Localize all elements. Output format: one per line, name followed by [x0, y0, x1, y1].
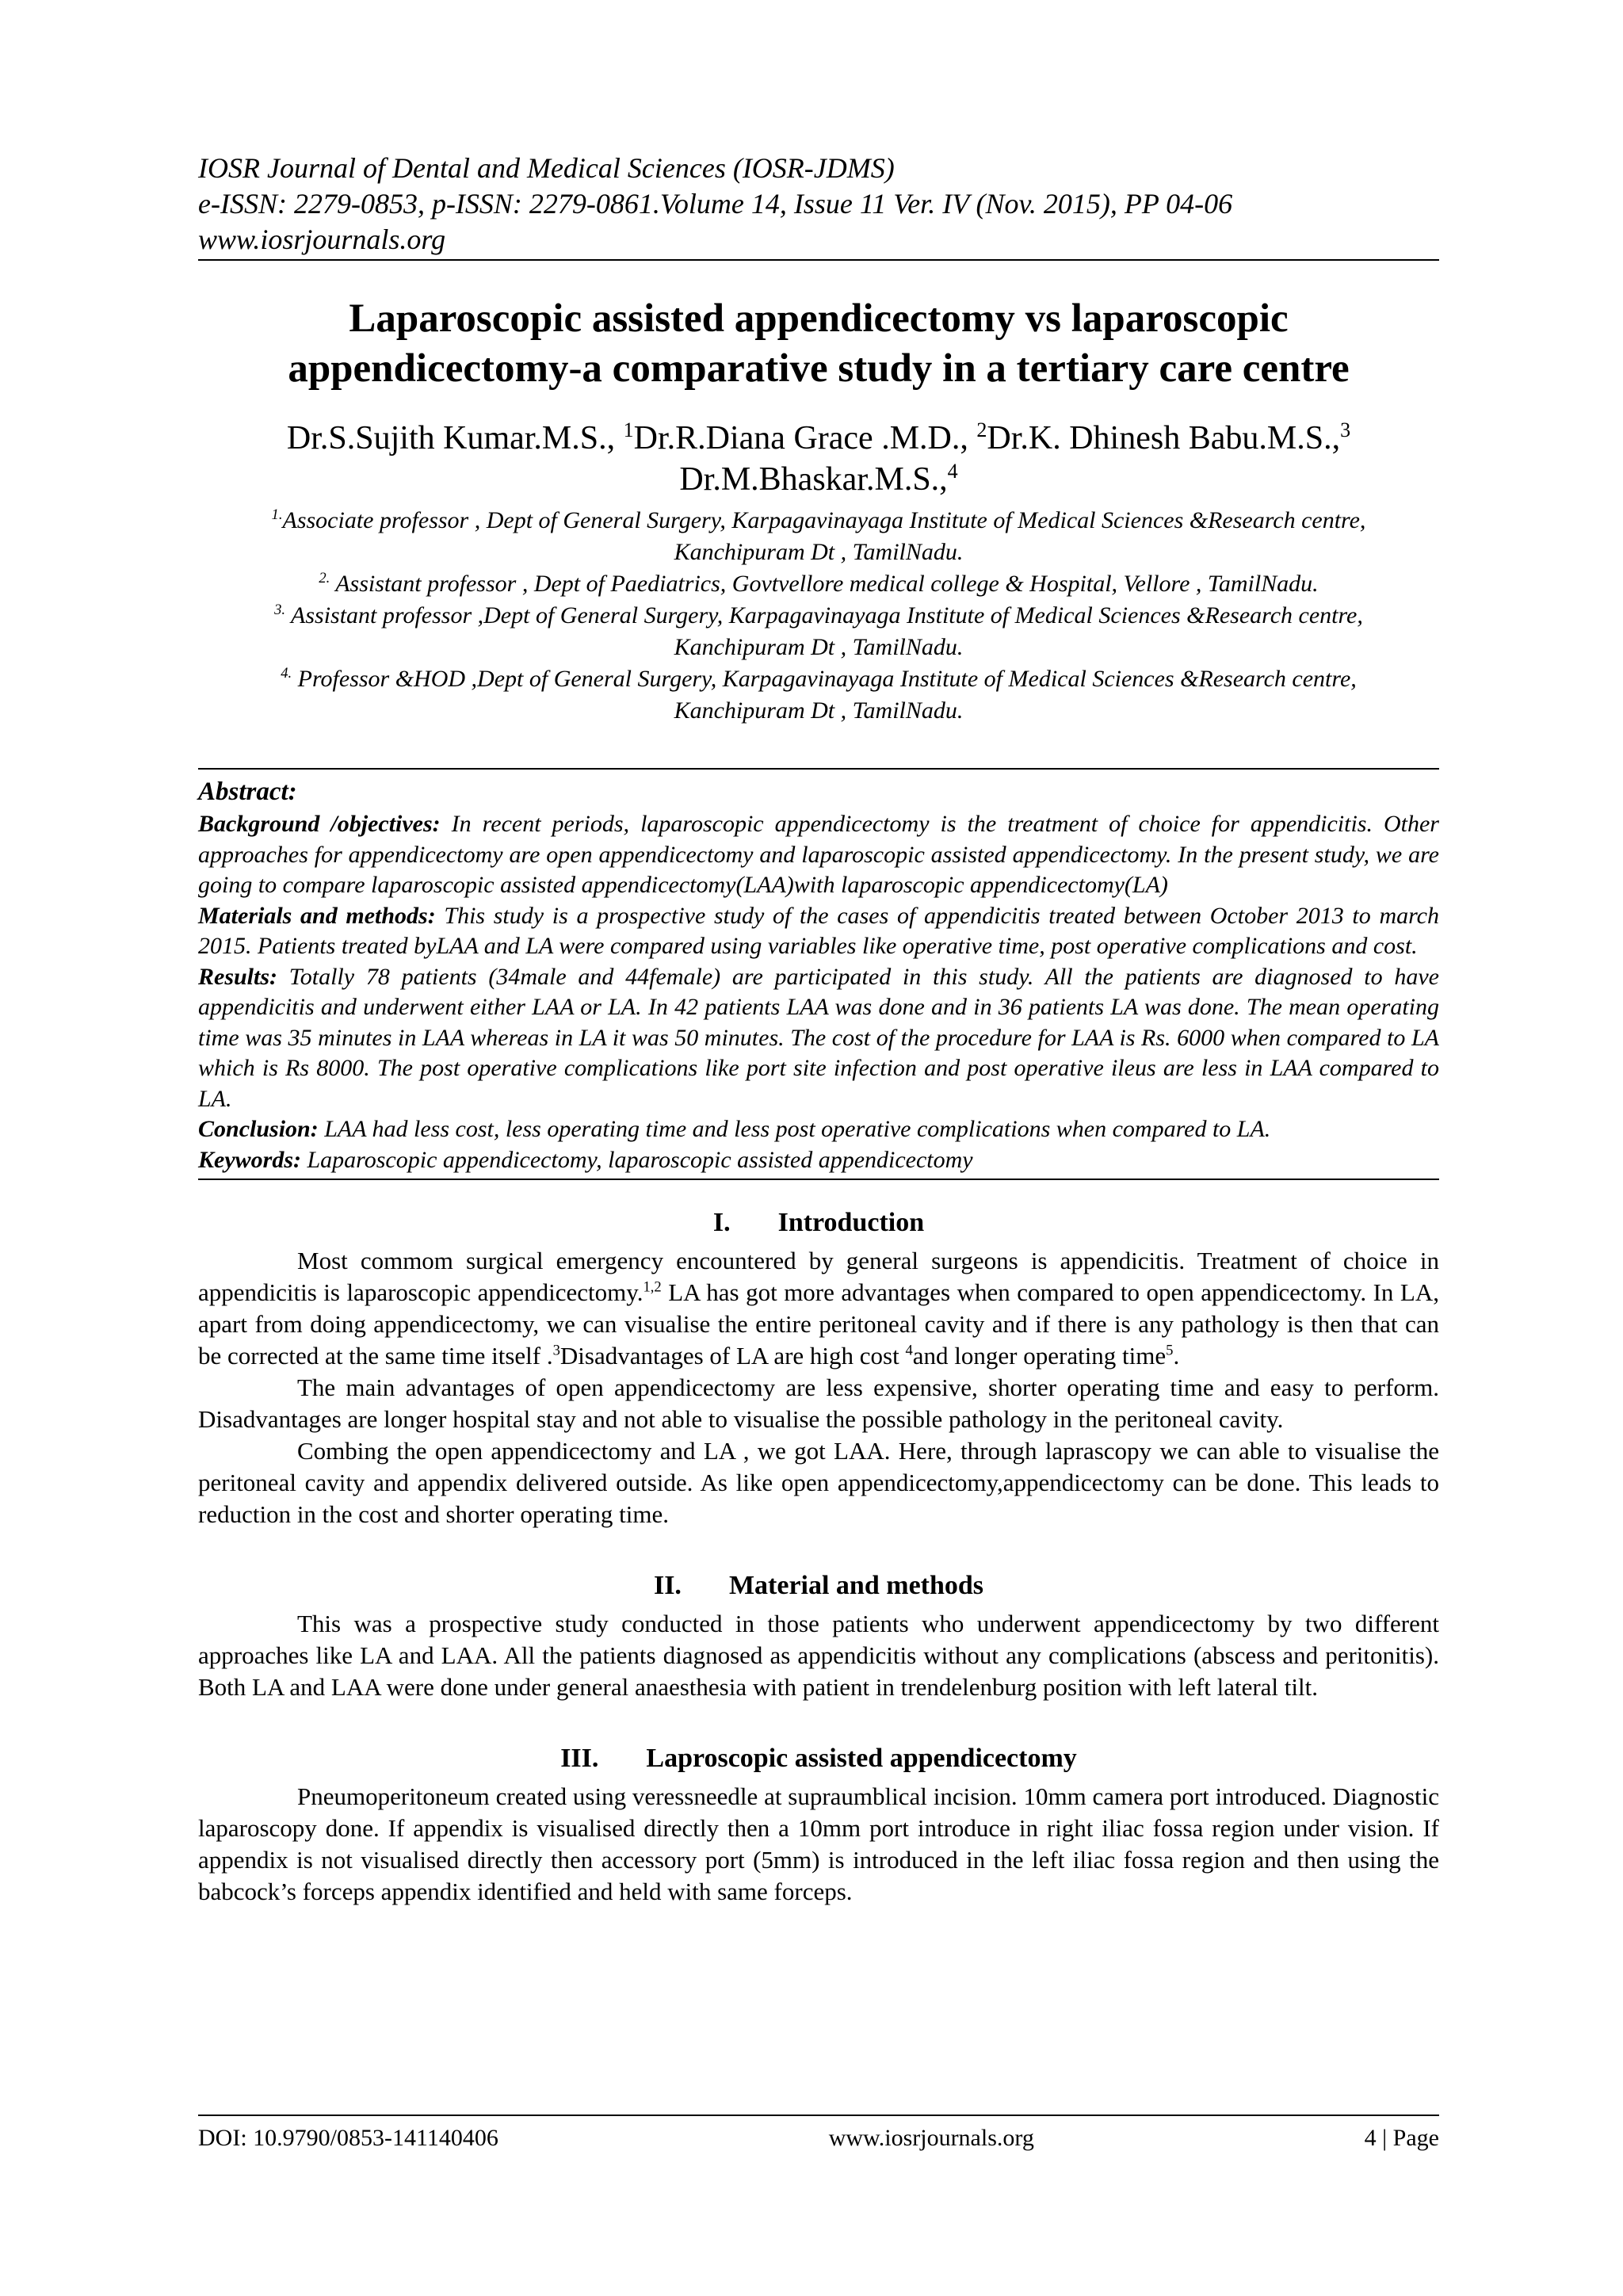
abstract-bottom-rule — [198, 1179, 1439, 1180]
footer-page-number: 4 | Page — [1364, 2125, 1439, 2151]
abstract-title: Abstract: — [198, 777, 297, 806]
abstract-conclusion-heading: Conclusion: — [198, 1116, 319, 1142]
author-1-mark: 1 — [623, 418, 634, 441]
abstract-results — [198, 962, 1439, 1115]
section-heading-introduction — [198, 1207, 1439, 1239]
section-2-number: II. — [653, 1571, 682, 1600]
citation-1-2: 1,2 — [643, 1278, 662, 1296]
affiliations — [198, 505, 1439, 727]
footer-website[interactable]: www.iosrjournals.org — [828, 2125, 1034, 2151]
paper-title — [198, 294, 1439, 394]
intro-paragraph-1 — [198, 1245, 1439, 1372]
affiliation-2 — [198, 568, 1439, 600]
intro-paragraph-2: The main advantages of open appendicectomy are less expensive, shorter operating time and easy to perform. Disadvantages are longer hospital stay and not able to visualise the possible pathology in the peritoneal cavity. — [198, 1373, 1439, 1433]
intro-p1-part-d: and longer operating time — [912, 1342, 1167, 1370]
abstract-conclusion-text: LAA had less cost, less operating time and less post operative complications when compared to LA. — [318, 1116, 1271, 1142]
section-2-title: Material and methods — [728, 1571, 984, 1600]
abstract-methods — [198, 901, 1439, 962]
affiliation-3 — [198, 600, 1439, 663]
affiliation-3-mark: 3. — [274, 602, 286, 618]
affiliation-4-mark: 4. — [281, 665, 292, 682]
author-4-mark: 4 — [947, 460, 958, 483]
abstract-background — [198, 809, 1439, 901]
affiliation-2-mark: 2. — [319, 570, 330, 586]
intro-p1-part-e: . — [1173, 1342, 1180, 1370]
section-1-title: Introduction — [777, 1208, 925, 1237]
title-line-1: Laparoscopic assisted appendicectomy vs laparoscopic — [349, 296, 1289, 341]
citation-3: 3 — [552, 1342, 560, 1359]
section-laa — [198, 1781, 1439, 1908]
affiliation-4-text: Professor &HOD ,Dept of General Surgery, Karpagavinayaga Institute of Medical Sciences &Research centre, Kanchipuram Dt , TamilNadu. — [292, 666, 1357, 724]
section-introduction — [198, 1245, 1439, 1530]
author-3: Dr.K. Dhinesh Babu.M.S., — [987, 420, 1341, 457]
author-1: Dr.S.Sujith Kumar.M.S., — [286, 420, 616, 457]
citation-5: 5 — [1166, 1342, 1174, 1359]
section-3-number: III. — [560, 1744, 599, 1773]
affiliation-1-text: Associate professor , Dept of General Surgery, Karpagavinayaga Institute of Medical Sciences &Research centre, Kanchipuram Dt , TamilNadu. — [282, 507, 1366, 565]
affiliation-2-text: Assistant professor , Dept of Paediatrics, Govtvellore medical college & Hospital, Vellore , TamilNadu. — [330, 571, 1319, 597]
paper-page — [198, 151, 1439, 1908]
section-methods — [198, 1608, 1439, 1703]
abstract-results-text: Totally 78 patients (34male and 44female) are participated in this study. All the patients are diagnosed to have appendicitis and underwent either LAA or LA. In 42 patients LAA was done and in 36 patients LA was done. The mean operating time was 35 minutes in LAA whereas in LA it was 50 minutes. The cost of the procedure for LAA is Rs. 6000 when compared to LA which is Rs 8000. The post operative complications like port site infection and post operative ileus are less in LAA compared to LA. — [198, 963, 1439, 1112]
intro-paragraph-3: Combing the open appendicectomy and LA , we got LAA. Here, through laprascopy we can able to visualise the peritoneal cavity and appendix delivered outside. As like open appendicectomy,appendicectomy can be done. This leads to reduction in the cost and shorter operating time. — [198, 1437, 1439, 1528]
paper-body — [198, 1207, 1439, 1908]
author-2: Dr.R.Diana Grace .M.D., — [633, 420, 968, 457]
header-rule — [198, 259, 1439, 261]
journal-header — [198, 151, 1439, 261]
journal-issn: e-ISSN: 2279-0853, p-ISSN: 2279-0861.Volume 14, Issue 11 Ver. IV (Nov. 2015), PP 04-06 — [198, 188, 1233, 220]
journal-website[interactable]: www.iosrjournals.org — [198, 223, 446, 255]
author-4: Dr.M.Bhaskar.M.S., — [679, 461, 948, 498]
journal-name: IOSR Journal of Dental and Medical Sciences (IOSR-JDMS) — [198, 152, 895, 184]
citation-4: 4 — [905, 1342, 913, 1359]
title-line-2: appendicectomy-a comparative study in a tertiary care centre — [288, 346, 1350, 391]
affiliation-1 — [198, 505, 1439, 568]
section-3-title: Laproscopic assisted appendicectomy — [646, 1744, 1077, 1773]
intro-p1-part-a: Most commom surgical emergency encountered by general surgeons is appendicitis. Treatment of choice in appendicitis is laparoscopic appendicectomy. — [198, 1247, 1439, 1306]
abstract-methods-text: This study is a prospective study of the cases of appendicitis treated between October 2013 to march 2015. Patients treated byLAA and LA were compared using variables like operative time, post operative complications and cost. — [198, 902, 1439, 959]
affiliation-1-mark: 1. — [271, 506, 283, 523]
abstract-keywords — [198, 1145, 1439, 1176]
author-list — [198, 418, 1439, 500]
author-2-mark: 2 — [976, 418, 987, 441]
author-3-mark: 3 — [1340, 418, 1351, 441]
abstract-background-text: In recent periods, laparoscopic appendicectomy is the treatment of choice for appendicitis. Other approaches for appendicectomy are open appendicectomy and laparoscopic assisted appendicectomy. In the present study, we are going to compare laparoscopic assisted appendicectomy(LAA)with laparoscopic appendicectomy(LA) — [198, 811, 1439, 898]
intro-p1-part-c: Disadvantages of LA are high cost — [559, 1342, 906, 1370]
affiliation-4 — [198, 663, 1439, 727]
page-footer — [198, 2115, 1439, 2153]
abstract-conclusion — [198, 1114, 1439, 1145]
abstract-background-heading: Background /objectives: — [198, 811, 441, 837]
affiliation-3-text: Assistant professor ,Dept of General Surgery, Karpagavinayaga Institute of Medical Sciences &Research centre, Kanchipuram Dt , TamilNadu. — [285, 602, 1363, 660]
section-heading-laa — [198, 1743, 1439, 1775]
abstract-methods-heading: Materials and methods: — [198, 902, 436, 929]
abstract-results-heading: Results: — [198, 963, 278, 990]
abstract-keywords-text: Laparoscopic appendicectomy, laparoscopic assisted appendicectomy — [301, 1146, 973, 1173]
section-heading-methods — [198, 1570, 1439, 1602]
abstract — [198, 770, 1439, 1175]
intro-p1-part-b: LA has got more advantages when compared to open appendicectomy. In LA, apart from doing appendicectomy, we can visualise the entire peritoneal cavity and if there is any pathology is then that can be corrected at the same time itself . — [198, 1278, 1439, 1370]
footer-doi[interactable]: DOI: 10.9790/0853-141140406 — [198, 2125, 498, 2151]
methods-paragraph-1: This was a prospective study conducted in those patients who underwent appendicectomy by two different approaches like LA and LAA. All the patients diagnosed as appendicitis without any complications (abscess and peritonitis). Both LA and LAA were done under general anaesthesia with patient in trendelenburg position with left lateral tilt. — [198, 1610, 1439, 1701]
abstract-keywords-heading: Keywords: — [198, 1146, 301, 1173]
laa-paragraph-1: Pneumoperitoneum created using veressneedle at supraumblical incision. 10mm camera port introduced. Diagnostic laparoscopy done. If appendix is visualised directly then a 10mm port introduce in right iliac fossa region under vision. If appendix is not visualised directly then accessory port (5mm) is introduced in the left iliac fossa region and then using the babcock’s forceps appendix identified and held with same forceps. — [198, 1782, 1439, 1905]
section-1-number: I. — [712, 1208, 731, 1237]
